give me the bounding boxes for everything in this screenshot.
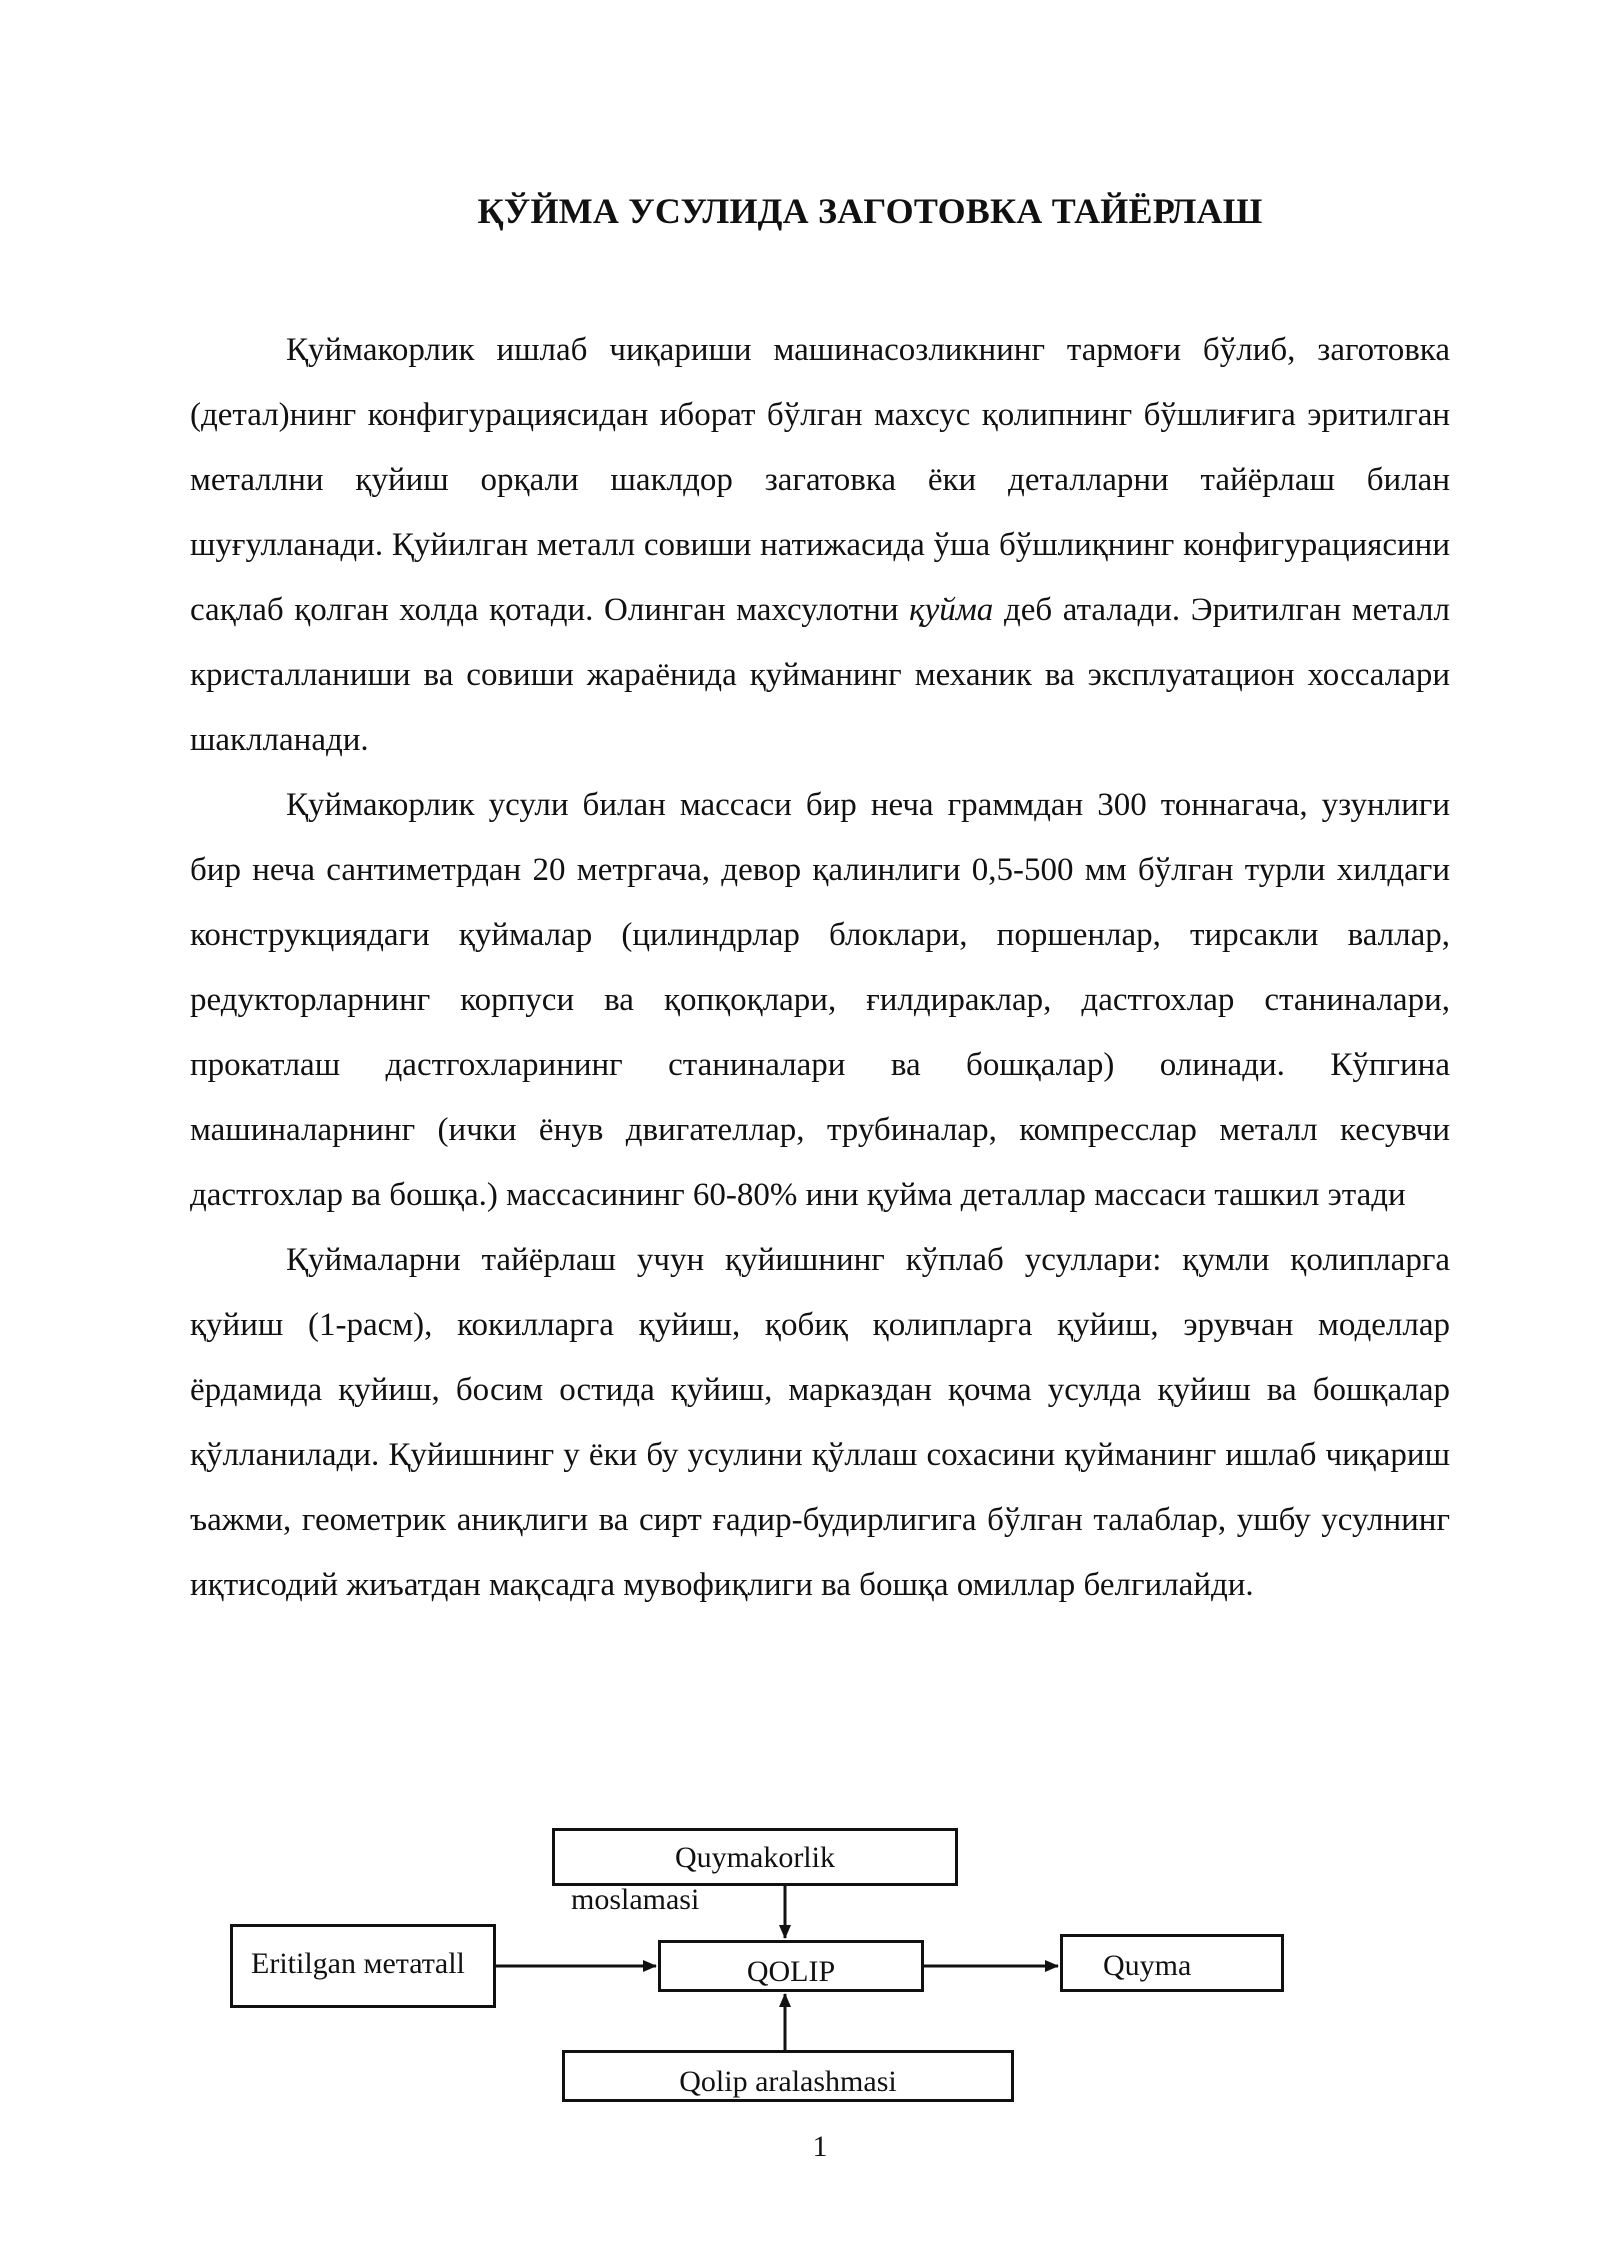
molten-metal-label: Eritilgan метатall <box>251 1947 465 1980</box>
casting-equipment-label-line1: Quymakorlik <box>675 1841 835 1874</box>
paragraph-3: Қуймаларни тайёрлаш учун қуйишнинг кўплаб усуллари: қумли қолипларга қуйиш (1-расм), кокилларга қуйиш, қобиқ қолипларга қуйиш, эрувчан моделлар ёрдамида қуйиш, босим остида қуйиш, марказдан қочма усулда қуйиш ва бошқалар қўлланилади. Қуйишнинг у ёки бу усулини қўллаш сохасини қуйманинг ишлаб чиқариш ъажми, геометрик аниқлиги ва сирт ғадир-будирлигига бўлган талаблар, ушбу усулнинг иқтисодий жиъатдан мақсадга мувофиқлиги ва бошқа омиллар белгилайди. <box>190 1242 1450 1603</box>
paragraph-1-text-start: Қуймакорлик ишлаб чиқариши машинасозликнинг тармоғи бўлиб, заготовка (детал)нинг конфигурациясидан иборат бўлган махсус қолипнинг бўшлиғига эритилган металлни қуйиш орқали шаклдор загатовка ёки деталларни тайёрлаш билан шуғулланади. Қуйилган металл совиши натижасида ўша бўшлиқнинг конфигурациясини сақлаб қолган холда қотади. Олинган махсулотни <box>190 332 1450 628</box>
paragraph-1 <box>190 318 1450 773</box>
casting-label: Quyma <box>1103 1949 1192 1982</box>
paragraph-2: Қуймакорлик усули билан массаси бир неча граммдан 300 тоннагача, узунлиги бир неча сантиметрдан 20 метргача, девор қалинлиги 0,5-500 мм бўлган турли хилдаги конструкциядаги қуймалар (цилиндрлар блоклари, поршенлар, тирсакли валлар, редукторларнинг корпуси ва қопқоқлари, ғилдираклар, дастгохлар станиналари, прокатлаш дастгохларининг станиналари ва бошқалар) олинади. Кўпгина машиналарнинг (ички ёнув двигателлар, трубиналар, компресслар металл кесувчи дастгохлар ва бошқа.) массасининг 60-80% ини қуйма деталлар массаси ташкил этади <box>190 787 1450 1213</box>
mold-label: QOLIP <box>746 1955 836 1988</box>
page-number: 1 <box>812 2130 828 2163</box>
document-title: ҚЎЙМА УСУЛИДА ЗАГОТОВКА ТАЙЁРЛАШ <box>477 191 1263 231</box>
casting-equipment-label-line2: moslamasi <box>571 1883 700 1916</box>
casting-flow-diagram <box>0 1810 1600 2110</box>
mold-mixture-box <box>562 2050 1014 2102</box>
emphasis-term: қуйма <box>909 592 994 628</box>
paragraph-1-text-end: деб аталади. Эритилган металл кристалланиши ва совиши жараёнида қуйманинг механик ва эксплуатацион хоссалари шаклланади. <box>190 592 1450 758</box>
casting-equipment-box <box>552 1828 958 1916</box>
mold-box <box>658 1940 924 1992</box>
casting-box <box>1060 1934 1284 1992</box>
document-body <box>190 318 1450 1618</box>
mold-mixture-label: Qolip aralashmasi <box>679 2065 897 2098</box>
molten-metal-box <box>230 1924 496 2008</box>
